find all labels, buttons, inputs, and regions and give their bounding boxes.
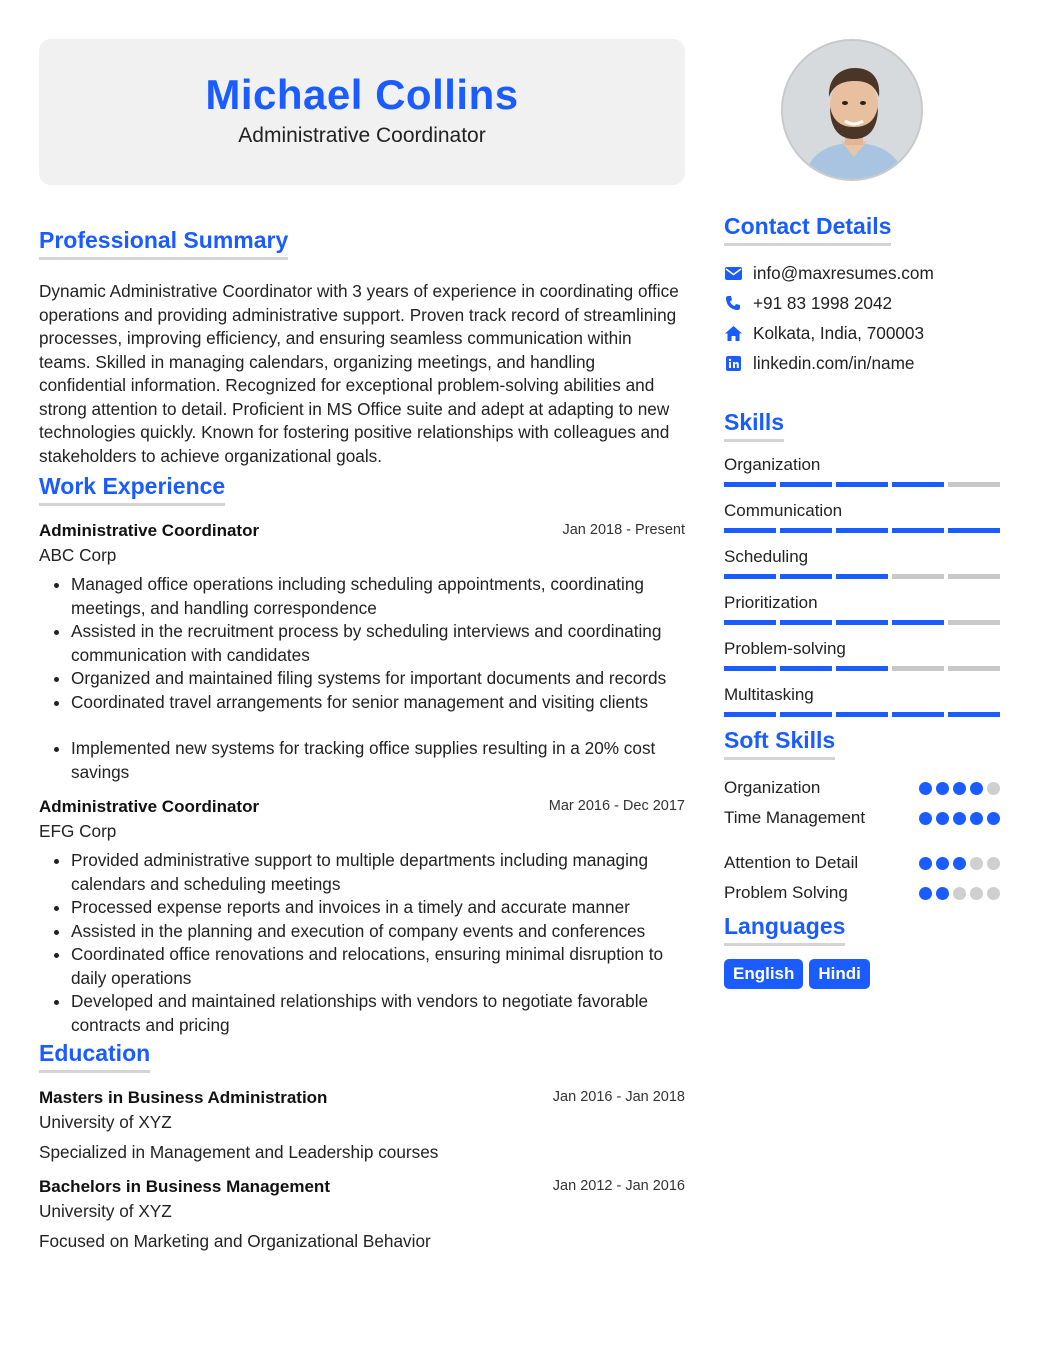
skill-name: Scheduling [724, 547, 809, 566]
skill-level-segment [892, 574, 944, 579]
school-name: University of XYZ [39, 1112, 172, 1132]
soft-skill-rating [919, 857, 1000, 870]
education-dates: Jan 2012 - Jan 2016 [552, 1178, 685, 1194]
rating-dot [919, 782, 932, 795]
summary-title: Professional Summary [39, 226, 288, 260]
language-tag: Hindi [809, 959, 870, 989]
job-dates: Mar 2016 - Dec 2017 [548, 798, 685, 814]
phone-icon [724, 294, 742, 312]
skills-title: Skills [724, 408, 784, 442]
job-bullet: • Assisted in the planning and execution of company events and conferences [71, 920, 685, 944]
language-tag: English [724, 959, 803, 989]
rating-dot [936, 812, 949, 825]
skill-level-bar [724, 574, 1000, 579]
resume-header [39, 39, 685, 185]
contact-section [724, 212, 1000, 378]
rating-dot [970, 782, 983, 795]
skill-name: Communication [724, 501, 843, 520]
job-title: Administrative Coordinator [39, 521, 260, 540]
job-company: ABC Corp [39, 545, 117, 565]
skill-level-segment [780, 528, 832, 533]
rating-dot [970, 887, 983, 900]
job-bullet: • Coordinated travel arrangements for senior management and visiting clients [71, 691, 685, 715]
job-bullets [39, 573, 685, 784]
job-bullets [39, 849, 685, 1037]
skill-level-bar [724, 620, 1000, 625]
soft-skill-rating [919, 782, 1000, 795]
skill-level-segment [836, 482, 888, 487]
contact-linkedin-text: linkedin.com/in/name [753, 352, 915, 373]
skill-level-segment [836, 574, 888, 579]
skill-level-segment [724, 528, 776, 533]
soft-skill-row [724, 848, 1000, 878]
skill-level-segment [780, 574, 832, 579]
linkedin-icon [724, 354, 742, 372]
rating-dot [919, 887, 932, 900]
job-entry [39, 796, 685, 1037]
rating-dot [953, 887, 966, 900]
education-entry [39, 1176, 685, 1253]
skill-name: Multitasking [724, 685, 814, 704]
soft-skill-rating [919, 887, 1000, 900]
rating-dot [987, 782, 1000, 795]
soft-skill-row [724, 773, 1000, 803]
education-dates: Jan 2016 - Jan 2018 [552, 1089, 685, 1105]
rating-dot [936, 857, 949, 870]
job-bullet: • Implemented new systems for tracking office supplies resulting in a 20% cost savings [71, 737, 685, 784]
soft-skill-rating [919, 812, 1000, 825]
job-entry [39, 520, 685, 784]
soft-skill-row [724, 878, 1000, 908]
skill-level-bar [724, 528, 1000, 533]
skill-level-segment [892, 666, 944, 671]
skill-level-segment [780, 482, 832, 487]
profile-photo [781, 39, 923, 181]
rating-dot [936, 887, 949, 900]
job-bullet: • Provided administrative support to multiple departments including managing calendars and scheduling meetings [71, 849, 685, 896]
language-tags [724, 959, 1000, 989]
experience-section [39, 472, 685, 1037]
rating-dot [953, 812, 966, 825]
skill-name: Organization [724, 455, 821, 474]
job-bullet: • Developed and maintained relationships with vendors to negotiate favorable contracts and pricing [71, 990, 685, 1037]
candidate-role: Administrative Coordinator [238, 124, 486, 147]
rating-dot [919, 857, 932, 870]
soft-skill-name: Attention to Detail [724, 853, 859, 872]
rating-dot [953, 782, 966, 795]
skill-level-bar [724, 666, 1000, 671]
job-bullet: • Assisted in the recruitment process by scheduling interviews and coordinating communication with candidates [71, 620, 685, 667]
skill-level-segment [724, 482, 776, 487]
skill-level-segment [780, 620, 832, 625]
job-bullet: • Organized and maintained filing systems for important documents and records [71, 667, 685, 691]
job-company: EFG Corp [39, 821, 117, 841]
rating-dot [987, 887, 1000, 900]
skill-name: Problem-solving [724, 639, 846, 658]
skill-level-segment [836, 712, 888, 717]
skill-level-segment [724, 620, 776, 625]
job-title: Administrative Coordinator [39, 797, 260, 816]
languages-title: Languages [724, 912, 845, 946]
skill-level-segment [948, 528, 1000, 533]
skill-level-segment [892, 528, 944, 533]
sidebar-column [724, 39, 1000, 989]
degree-title: Masters in Business Administration [39, 1088, 328, 1107]
skill-level-segment [892, 620, 944, 625]
education-title: Education [39, 1039, 150, 1073]
soft-skills-section [724, 726, 1000, 908]
home-icon [724, 324, 742, 342]
job-bullet: • Managed office operations including scheduling appointments, coordinating meetings, and handling correspondence [71, 573, 685, 620]
languages-section [724, 912, 1000, 989]
skill-name: Prioritization [724, 593, 818, 612]
rating-dot [936, 782, 949, 795]
contact-location [724, 318, 1000, 348]
skill-level-segment [724, 666, 776, 671]
job-bullet: • Processed expense reports and invoices in a timely and accurate manner [71, 896, 685, 920]
skill-level-segment [948, 482, 1000, 487]
education-section [39, 1039, 685, 1253]
job-bullet: • Coordinated office renovations and relocations, ensuring minimal disruption to daily operations [71, 943, 685, 990]
rating-dot [919, 812, 932, 825]
skill-level-segment [724, 712, 776, 717]
summary-text: Dynamic Administrative Coordinator with 3 years of experience in coordinating office operations and providing administrative support. Proven track record of streamlining processes, improving efficiency, and ensuring seamless communication within teams. Skilled in managing calendars, organizing meetings, and handling confidential information. Recognized for exceptional problem-solving abilities and strong attention to detail. Proficient in MS Office suite and adept at adapting to new technologies quickly. Known for fostering positive relationships with colleagues and stakeholders to achieve organizational goals. [39, 281, 679, 466]
skill-level-bar [724, 712, 1000, 717]
contact-phone-text: +91 83 1998 2042 [753, 292, 893, 313]
rating-dot [987, 857, 1000, 870]
skill-level-segment [948, 574, 1000, 579]
contact-email-text: info@maxresumes.com [753, 262, 934, 283]
contact-email[interactable] [724, 258, 1000, 288]
education-detail: Focused on Marketing and Organizational Behavior [39, 1231, 431, 1251]
main-column [39, 39, 685, 1253]
rating-dot [970, 857, 983, 870]
job-dates: Jan 2018 - Present [562, 522, 685, 538]
candidate-name: Michael Collins [205, 71, 519, 118]
contact-phone[interactable] [724, 288, 1000, 318]
school-name: University of XYZ [39, 1201, 172, 1221]
rating-dot [953, 857, 966, 870]
education-detail: Specialized in Management and Leadership courses [39, 1142, 439, 1162]
envelope-icon [724, 264, 742, 282]
skill-level-segment [780, 666, 832, 671]
rating-dot [970, 812, 983, 825]
skill-level-segment [892, 712, 944, 717]
skill-level-segment [892, 482, 944, 487]
skill-level-segment [836, 528, 888, 533]
skill-level-segment [948, 712, 1000, 717]
soft-skill-name: Organization [724, 778, 821, 797]
education-entry [39, 1087, 685, 1164]
rating-dot [987, 812, 1000, 825]
skill-level-segment [724, 574, 776, 579]
soft-skills-list [724, 773, 1000, 908]
skill-level-segment [948, 666, 1000, 671]
skills-section [724, 408, 1000, 717]
soft-skill-name: Problem Solving [724, 883, 848, 902]
summary-section [39, 226, 685, 468]
soft-skill-name: Time Management [724, 808, 866, 827]
contact-location-text: Kolkata, India, 700003 [753, 322, 925, 343]
skills-list [724, 454, 1000, 717]
soft-skill-row [724, 803, 1000, 833]
skill-level-segment [780, 712, 832, 717]
experience-title: Work Experience [39, 472, 225, 506]
skill-level-segment [836, 666, 888, 671]
skill-level-segment [836, 620, 888, 625]
contact-title: Contact Details [724, 212, 891, 246]
soft-skills-title: Soft Skills [724, 726, 835, 760]
skill-level-bar [724, 482, 1000, 487]
degree-title: Bachelors in Business Management [39, 1177, 330, 1196]
skill-level-segment [948, 620, 1000, 625]
contact-linkedin[interactable] [724, 348, 1000, 378]
